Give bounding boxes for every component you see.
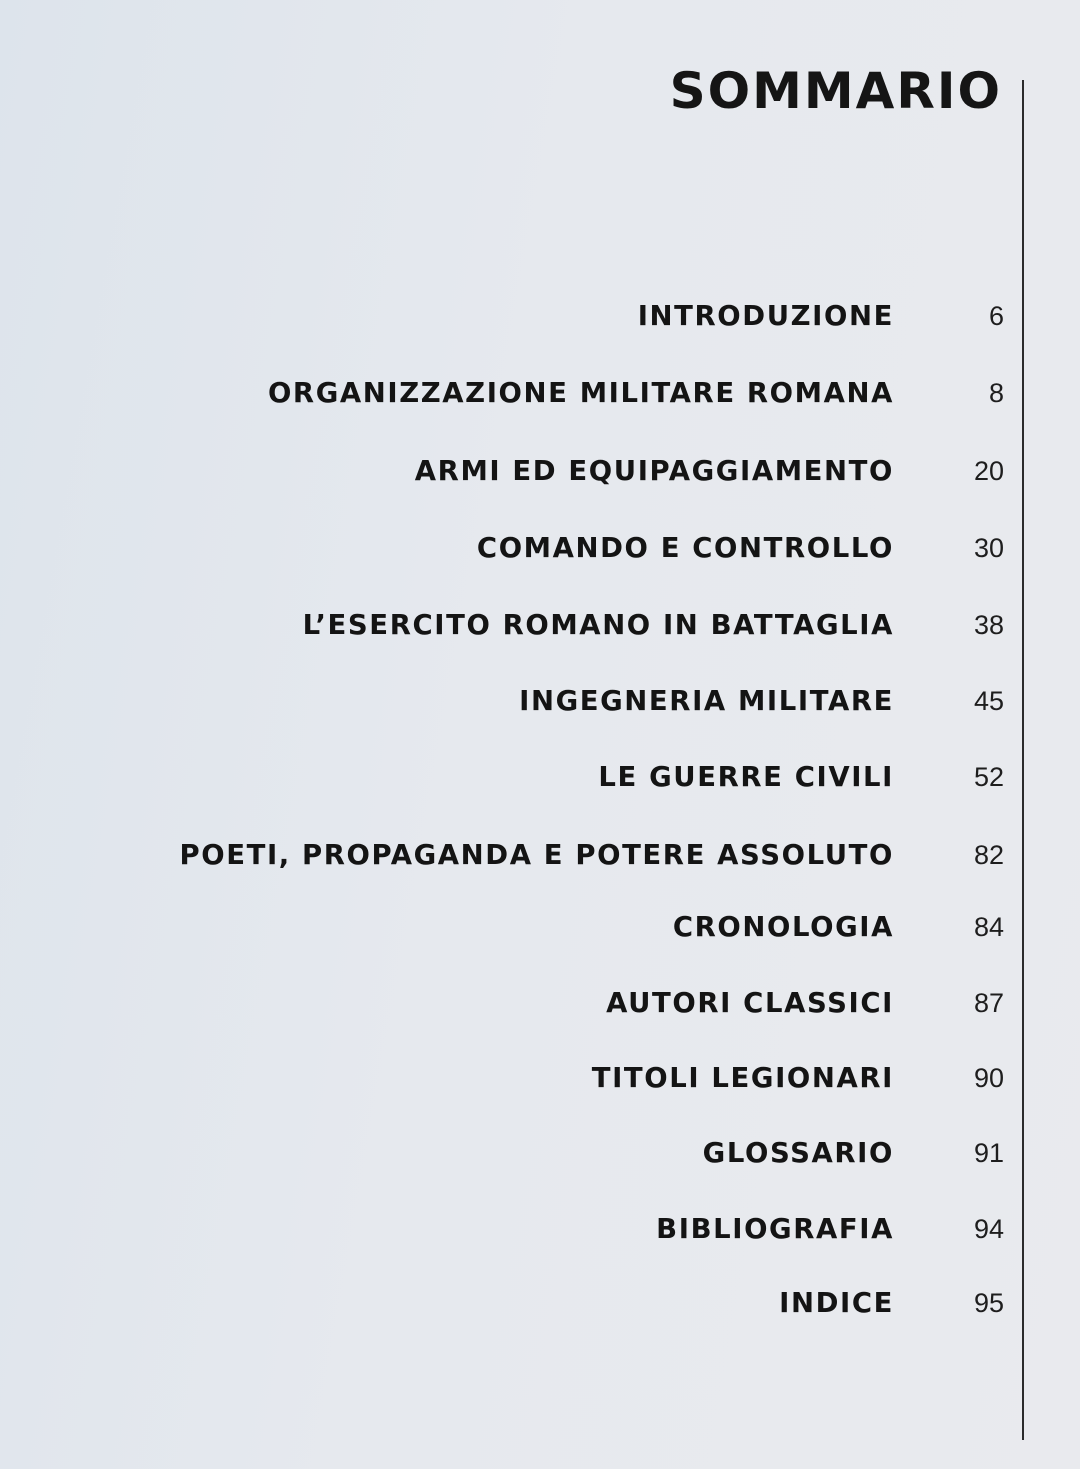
toc-entry-page: 6	[988, 301, 1004, 331]
toc-entry-page: 95	[973, 1288, 1004, 1318]
toc-entry-page: 82	[973, 840, 1004, 870]
toc-entry-page: 90	[973, 1063, 1004, 1093]
toc-entry-title: TITOLI LEGIONARI	[591, 1062, 894, 1094]
toc-entry-page: 8	[988, 378, 1004, 408]
toc-entry	[0, 528, 1080, 568]
toc-entry	[0, 296, 1080, 336]
toc-entry-page: 84	[973, 912, 1004, 942]
toc-entry	[0, 605, 1080, 645]
toc-entry	[0, 1133, 1080, 1173]
toc-entry-title: INTRODUZIONE	[637, 300, 894, 332]
toc-entry-page: 52	[973, 762, 1004, 792]
toc-entry-title: ORGANIZZAZIONE MILITARE ROMANA	[267, 377, 894, 409]
page-title: SOMMARIO	[669, 62, 1002, 120]
toc-entry	[0, 757, 1080, 797]
toc-entry	[0, 681, 1080, 721]
toc-entry-title: BIBLIOGRAFIA	[656, 1213, 894, 1245]
toc-entry-title: INDICE	[779, 1287, 894, 1319]
toc-entry	[0, 1283, 1080, 1323]
toc-entry	[0, 1058, 1080, 1098]
toc-entry	[0, 835, 1080, 875]
toc-entry-page: 45	[973, 686, 1004, 716]
toc-entry-page: 91	[973, 1138, 1004, 1168]
toc-entry-page: 94	[973, 1214, 1004, 1244]
toc-entry-title: GLOSSARIO	[702, 1137, 894, 1169]
toc-entry	[0, 907, 1080, 947]
toc-entry	[0, 451, 1080, 491]
toc-entry-title: CRONOLOGIA	[672, 911, 894, 943]
toc-entry-page: 38	[973, 610, 1004, 640]
toc-entry-title: ARMI ED EQUIPAGGIAMENTO	[414, 455, 894, 487]
toc-entry-title: INGEGNERIA MILITARE	[519, 685, 894, 717]
toc-entry-title: L’ESERCITO ROMANO IN BATTAGLIA	[302, 609, 894, 641]
toc-entry-title: COMANDO E CONTROLLO	[476, 532, 894, 564]
toc-entry	[0, 1209, 1080, 1249]
toc-entry-title: POETI, PROPAGANDA E POTERE ASSOLUTO	[179, 839, 894, 871]
toc-entry-page: 87	[973, 988, 1004, 1018]
toc-entry-title: LE GUERRE CIVILI	[598, 761, 894, 793]
toc-entry-page: 30	[973, 533, 1004, 563]
toc-entry-page: 20	[973, 456, 1004, 486]
toc-entry-title: AUTORI CLASSICI	[606, 987, 894, 1019]
toc-entry	[0, 373, 1080, 413]
toc-entry	[0, 983, 1080, 1023]
